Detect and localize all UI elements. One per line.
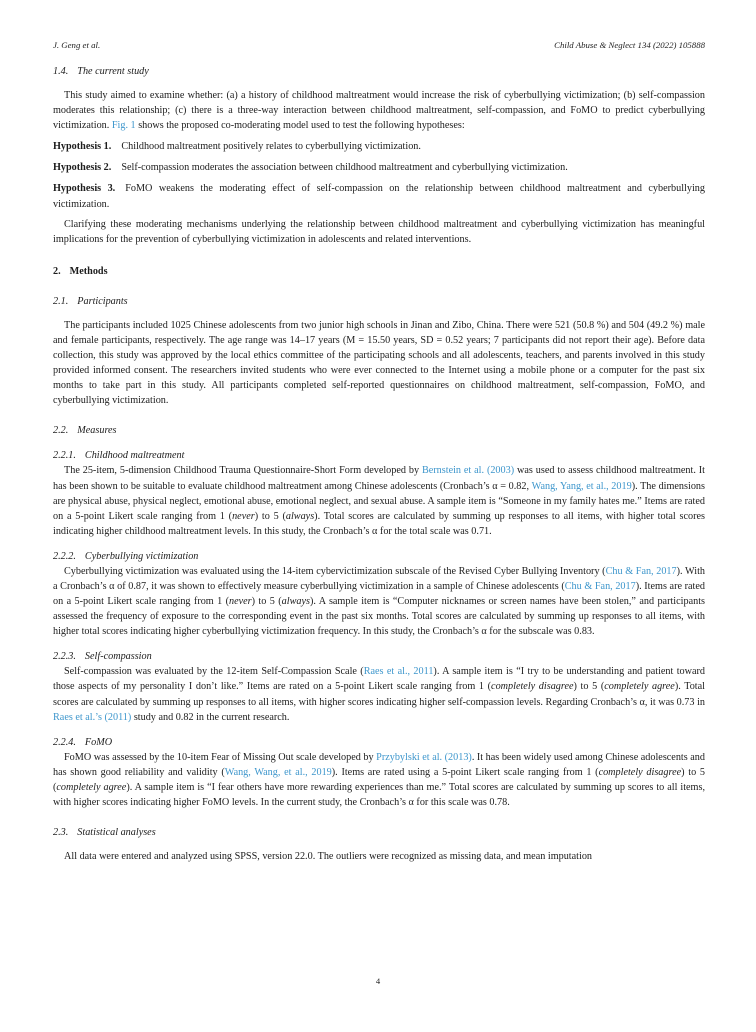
text-run: ). A sample item is “I fear others have more rewarding experiences than me.” Total scores are calculated by summing up scores to all items, with higher scores indicating higher FoMO levels. In the current study, the Cronbach’s α for this scale was 0.78. (53, 781, 705, 808)
section-title: FoMO (84, 736, 113, 748)
running-head-author: J. Geng et al. (53, 40, 101, 50)
text-run: ). The dimensions are physical abuse, physical neglect, emotional abuse, emotional neglect, and sexual abuse. A sample item is “Someone in my family hates me.” Items are rated on a 5-point Likert scale ranging from 1 ( (53, 480, 705, 522)
section-number: 2.2.4. (53, 736, 76, 748)
page-number: 4 (375, 976, 381, 986)
text-run: Clarifying these moderating mechanisms underlying the relationship between childhood maltreatment and cyberbullying victimization has meaningful implications for the prevention of cyberbullying victimization in adolescents and related interventions. (53, 218, 705, 245)
hypothesis-paragraph (53, 181, 705, 211)
text-run: Self-compassion was evaluated by the 12-item Self-Compassion Scale ( (64, 666, 364, 678)
body-paragraph (53, 463, 705, 538)
hypothesis-label: Hypothesis 1. (53, 141, 112, 153)
section-number: 2.2.2. (53, 550, 76, 562)
text-run: ) to 5 ( (53, 766, 705, 793)
text-run: ). Total scores are calculated by summing up responses to all items, with higher total scores indicating higher childhood maltreatment levels. In this study, the Cronbach’s α for the total scale was 0.71. (53, 510, 705, 537)
section-title: Cyberbullying victimization (84, 550, 199, 562)
section-title: Methods (69, 265, 108, 277)
citation-link[interactable]: Wang, Yang, et al., 2019 (531, 480, 632, 492)
hypothesis-label: Hypothesis 3. (53, 183, 116, 195)
citation-link[interactable]: Chu & Fan, 2017 (605, 565, 677, 577)
section-number: 2.2. (53, 425, 69, 437)
section-heading (53, 294, 705, 309)
citation-link[interactable]: Przybylski et al. (2013) (376, 751, 472, 763)
section-heading (53, 649, 705, 664)
body-paragraph (53, 217, 705, 247)
citation-link[interactable]: Raes et al.’s (2011) (53, 711, 132, 723)
running-head-journal: Child Abuse & Neglect 134 (2022) 105888 (554, 40, 705, 50)
italic-text-run: always (281, 596, 310, 608)
hypothesis-paragraph (53, 160, 705, 175)
section-heading (53, 549, 705, 564)
section-number: 2.2.3. (53, 651, 76, 663)
section-number: 2.3. (53, 827, 69, 839)
text-run: ). With a Cronbach’s α of 0.87, it was shown to effectively measure cyberbullying victimization in a sample of Chinese adolescents ( (53, 565, 705, 592)
citation-link[interactable]: Chu & Fan, 2017 (564, 580, 636, 592)
body-paragraph (53, 564, 705, 639)
figure-reference-link[interactable]: Fig. 1 (111, 120, 136, 132)
text-run: ) to 5 ( (254, 510, 286, 522)
body-paragraph (53, 849, 705, 864)
hypothesis-paragraph (53, 139, 705, 154)
text-run: Cyberbullying victimization was evaluated using the 14-item cybervictimization subscale of the Revised Cyber Bullying Inventory ( (64, 565, 606, 577)
section-heading (53, 448, 705, 463)
text-run: FoMO weakens the moderating effect of self-compassion on the relationship between childhood maltreatment and cyberbullying victimization. (53, 183, 705, 210)
italic-text-run: completely agree (604, 681, 675, 693)
section-heading (53, 423, 705, 438)
citation-link[interactable]: Wang, Wang, et al., 2019 (224, 766, 332, 778)
page-footer (0, 976, 756, 986)
italic-text-run: never (232, 510, 255, 522)
text-run: ) to 5 ( (573, 681, 605, 693)
section-number: 2. (53, 265, 61, 277)
text-run: The participants included 1025 Chinese adolescents from two junior high schools in Jinan and Zibo, China. There were 521 (50.8 %) and 504 (49.2 %) male and female participants, respectively. The age range was 14–17 years (M = 15.50 years, SD = 0.52 years; 7 participants did not report their age). Before data collection, this study was approved by the local ethics committee of the participating schools and all adolescents, teachers, and parents involved in this study provided informed consent. The researchers invited students who were ever connected to the Internet using a mobile phone or a computer for the past six months to take part in this study. All participants completed self-reported questionnaires on childhood maltreatment, self-compassion, FoMO, and cyberbullying victimization. (53, 319, 705, 407)
section-heading (53, 825, 705, 840)
italic-text-run: never (229, 596, 252, 608)
text-run: ). A sample item is “I try to be understanding and patient toward those aspects of my personality I don’t like.” Items are rated on a 5-point Likert scale ranging from 1 ( (53, 666, 706, 693)
text-run: was used to assess childhood maltreatment. It has been shown to be suitable to evaluate childhood maltreatment among Chinese adolescents (Cronbach’s α = 0.82, (53, 465, 705, 492)
text-run: . It has been widely used among Chinese adolescents and has shown good reliability and validity ( (53, 751, 705, 778)
body-paragraph (53, 88, 705, 133)
text-run: All data were entered and analyzed using SPSS, version 22.0. The outliers were recognized as missing data, and mean imputation (64, 851, 593, 863)
body-paragraph (53, 750, 705, 810)
section-title: Childhood maltreatment (84, 450, 185, 462)
text-run: Childhood maltreatment positively relates to cyberbullying victimization. (121, 141, 421, 153)
text-run: Self-compassion moderates the association between childhood maltreatment and cyberbullying victimization. (121, 162, 568, 174)
article-body (53, 64, 705, 864)
citation-link[interactable]: Raes et al., 2011 (363, 666, 434, 678)
body-paragraph (53, 318, 705, 409)
text-run: The 25-item, 5-dimension Childhood Trauma Questionnaire-Short Form developed by (64, 465, 422, 477)
italic-text-run: always (285, 510, 315, 522)
italic-text-run: completely agree (56, 781, 127, 793)
section-number: 1.4. (53, 66, 69, 77)
hypothesis-label: Hypothesis 2. (53, 162, 112, 174)
body-paragraph (53, 664, 705, 724)
section-title: Participants (77, 295, 128, 307)
section-title: Self-compassion (84, 651, 152, 663)
section-title: The current study (77, 66, 149, 77)
italic-text-run: completely disagree (598, 766, 682, 778)
section-title: Measures (77, 425, 117, 437)
section-number: 2.2.1. (53, 450, 76, 462)
italic-text-run: completely disagree (491, 681, 574, 693)
section-heading (53, 64, 705, 79)
text-run: ). Total scores are calculated by summing up responses to all items, with higher scores indicating higher self-compassion levels. Regarding Cronbach’s α, it was 0.73 in (53, 681, 705, 708)
text-run: FoMO was assessed by the 10-item Fear of Missing Out scale developed by (64, 751, 377, 763)
section-heading (53, 735, 705, 750)
page-header (53, 40, 705, 50)
section-title: Statistical analyses (77, 827, 156, 839)
text-run: ). A sample item is “Computer nicknames or screen names have been stolen,” and participants assessed the frequency of exposure to the corresponding event in the past six months. Total scores are calculated by summing up responses to all items, with higher total scores indicating higher cyberbullying victimization frequency. In this study, the Cronbach’s α for the subscale was 0.83. (53, 596, 705, 638)
citation-link[interactable]: Bernstein et al. (2003) (421, 465, 515, 477)
text-run: shows the proposed co-moderating model used to test the following hypotheses: (135, 120, 465, 132)
text-run: study and 0.82 in the current research. (131, 711, 290, 723)
section-heading (53, 264, 705, 279)
text-run: ). Items are rated using a 5-point Likert scale ranging from 1 ( (331, 766, 599, 778)
section-number: 2.1. (53, 295, 69, 307)
text-run: ) to 5 ( (251, 596, 282, 608)
text-run: This study aimed to examine whether: (a) a history of childhood maltreatment would increase the risk of cyberbullying victimization; (b) self-compassion moderates this relationship; (c) there is a three-way interaction between childhood maltreatment, self-compassion, and FoMO to predict cyberbullying victimization. (53, 90, 705, 132)
text-run: ). Items are rated on a 5-point Likert scale ranging from 1 ( (53, 580, 705, 608)
